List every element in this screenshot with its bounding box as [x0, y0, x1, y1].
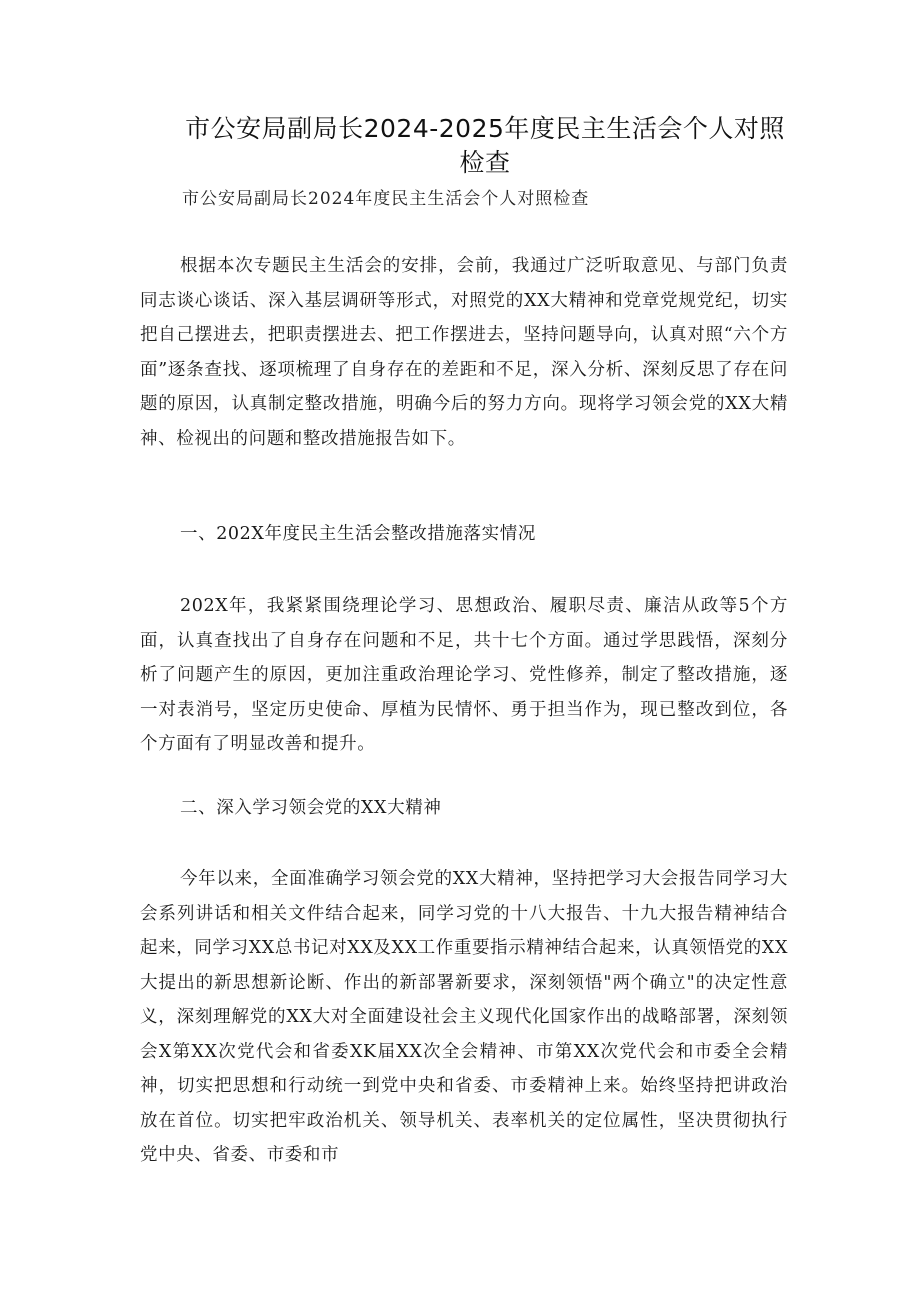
document-subtitle: 市公安局副局长2024年度民主生活会个人对照检查 [182, 189, 590, 209]
section-heading-2: 二、深入学习领会党的XX大精神 [180, 798, 442, 818]
section-heading-1: 一、202X年度民主生活会整改措施落实情况 [180, 524, 536, 544]
section-body-1: 202X年，我紧紧围绕理论学习、思想政治、履职尽责、廉洁从政等5个方面，认真查找出了自身存在问题和不足，共十七个方面。通过学思践悟，深刻分析了问题产生的原因，更加注重政治理论学习、党性修养，制定了整改措施，逐一对表消号，坚定历史使命、厚植为民情怀、勇于担当作为，现已整改到位，各个方面有了明显改善和提升。 [140, 596, 788, 754]
intro-paragraph: 根据本次专题民主生活会的安排，会前，我通过广泛听取意见、与部门负责同志谈心谈话、深入基层调研等形式，对照党的XX大精神和党章党规党纪，切实把自己摆进去，把职责摆进去、把工作摆进去，坚持问题导向，认真对照“六个方面”逐条查找、逐项梳理了自身存在的差距和不足，深入分析、深刻反思了存在问题的原因，认真制定整改措施，明确今后的努力方向。现将学习领会党的XX大精神、检视出的问题和整改措施报告如下。 [140, 256, 788, 449]
document-title: 市公安局副局长2024-2025年度民主生活会个人对照检查 [185, 114, 785, 177]
section-body-2: 今年以来，全面准确学习领会党的XX大精神，坚持把学习大会报告同学习大会系列讲话和相关文件结合起来，同学习党的十八大报告、十九大报告精神结合起来，同学习XX总书记对XX及XX工作重要指示精神结合起来，认真领悟党的XX大提出的新思想新论断、作出的新部署新要求，深刻领悟"两个确立"的决定性意义，深刻理解党的XX大对全面建设社会主义现代化国家作出的战略部署，深刻领会X第XX次党代会和省委XK届XX次全会精神、市第XX次党代会和市委全会精神，切实把思想和行动统一到党中央和省委、市委精神上来。始终坚持把讲政治放在首位。切实把牢政治机关、领导机关、表率机关的定位属性，坚决贯彻执行党中央、省委、市委和市 [140, 869, 788, 1165]
